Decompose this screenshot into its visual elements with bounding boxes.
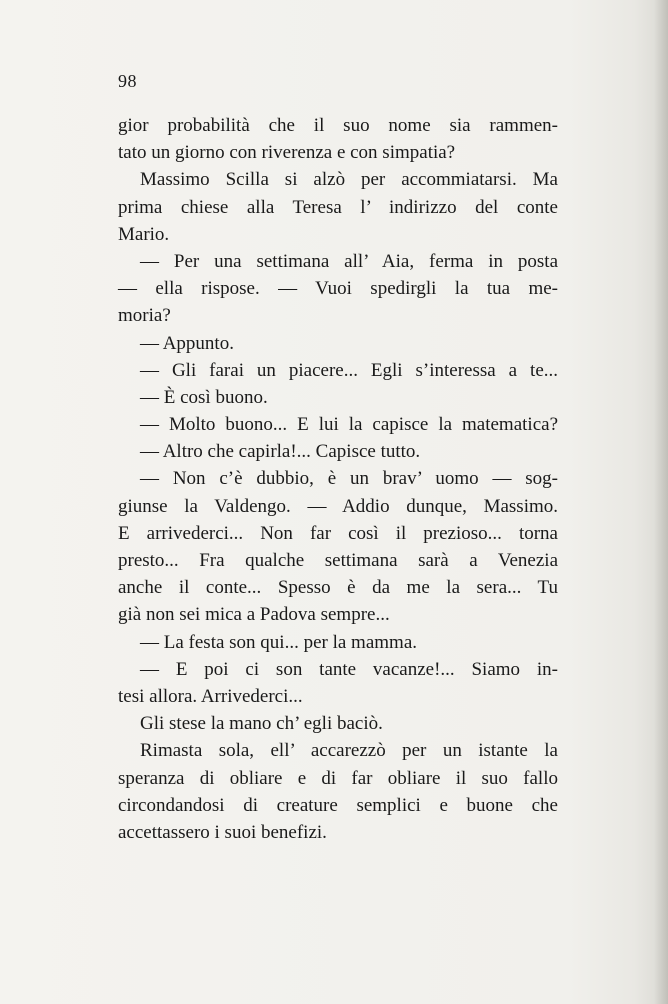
text-line: gior probabilità che il suo nome sia rammen- — [118, 115, 558, 136]
text-line: Mario. — [118, 223, 170, 245]
text-line: Rimasta sola, ell’ accarezzò per un istante la — [140, 740, 558, 762]
text-line: tato un giorno con riverenza e con simpatia? — [118, 142, 456, 164]
text-line: circondandosi di creature semplici e buone che — [118, 794, 558, 816]
text-line: — Per una settimana all’ Aia, ferma in posta — [140, 250, 558, 272]
text-line: — È così buono. — [140, 386, 268, 408]
page-edge-shadow — [654, 0, 668, 1004]
page-number: 98 — [118, 71, 137, 91]
text-line: Gli stese la mano ch’ egli baciò. — [140, 713, 383, 735]
text-line: giunse la Valdengo. — Addio dunque, Massimo. — [118, 495, 558, 517]
text-line: E arrivederci... Non far così il prezioso... torna — [118, 522, 558, 544]
text-line: presto... Fra qualche settimana sarà a Venezia — [118, 550, 558, 571]
text-line: — Molto buono... E lui la capisce la matematica? — [140, 414, 558, 436]
text-line: — Gli farai un piacere... Egli s’interessa a te... — [140, 359, 558, 381]
text-line: accettassero i suoi benefizi. — [118, 821, 327, 843]
text-line: moria? — [118, 305, 171, 327]
body-text — [118, 112, 558, 846]
text-line: tesi allora. Arrivederci... — [118, 685, 303, 707]
text-line: speranza di obliare e di far obliare il suo fallo — [118, 767, 558, 789]
text-line: anche il conte... Spesso è da me la sera... Tu — [118, 577, 558, 599]
text-line: — Altro che capirla!... Capisce tutto. — [140, 441, 421, 463]
text-line: Massimo Scilla si alzò per accommiatarsi. Ma — [140, 169, 558, 191]
text-line: già non sei mica a Padova sempre... — [118, 604, 390, 626]
text-line: — Appunto. — [140, 332, 234, 354]
text-line: — La festa son qui... per la mamma. — [140, 631, 418, 653]
text-line: — E poi ci son tante vacanze!... Siamo in- — [140, 658, 558, 680]
text-line: — ella rispose. — Vuoi spedirgli la tua me- — [118, 278, 558, 300]
text-line: — Non c’è dubbio, è un brav’ uomo — sog- — [140, 468, 558, 490]
text-line: prima chiese alla Teresa l’ indirizzo del conte — [118, 196, 558, 218]
